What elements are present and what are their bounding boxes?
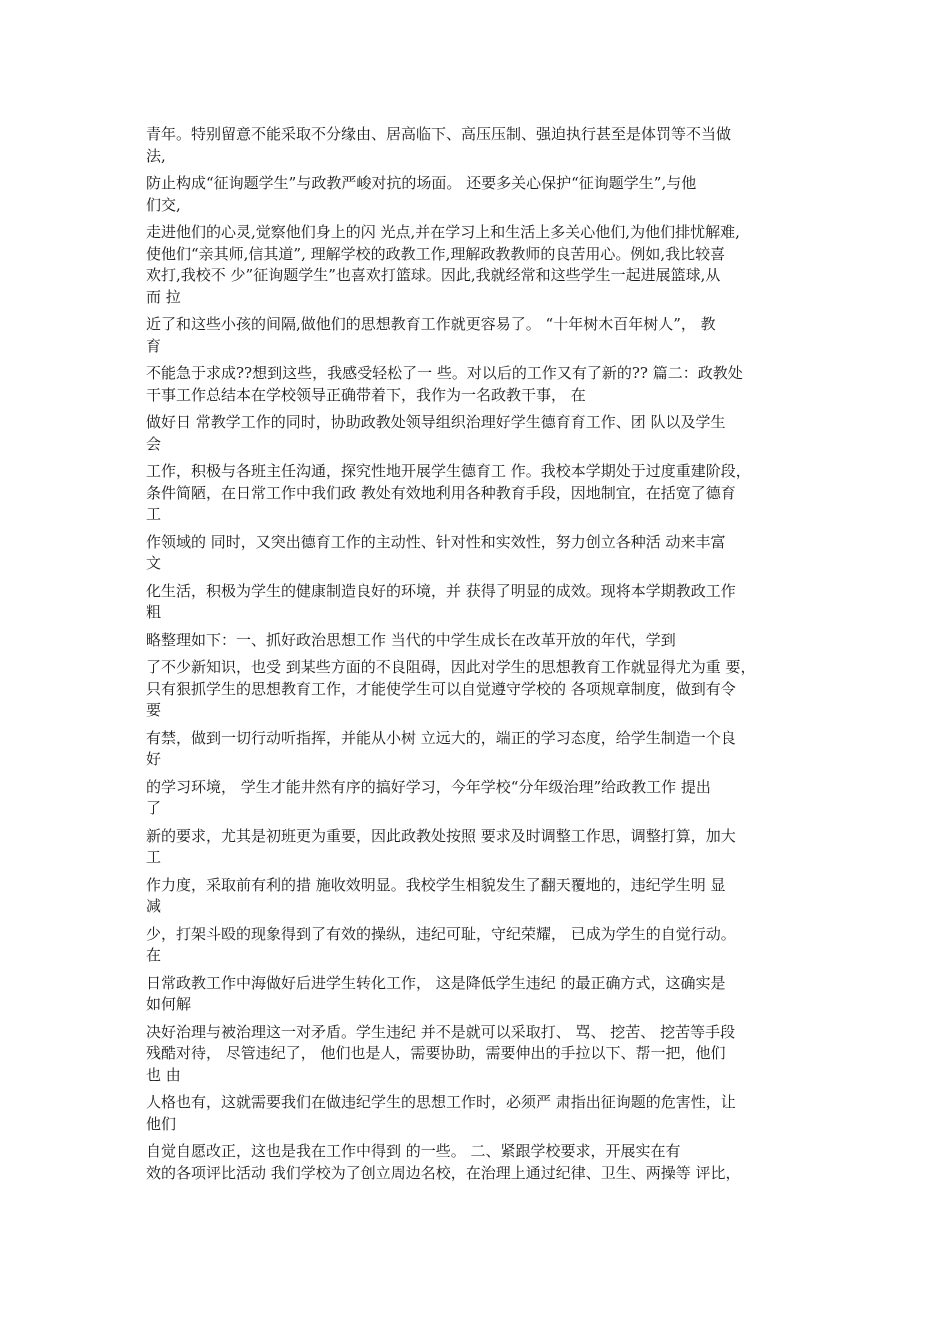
text-line: 有禁，做到一切行动听指挥，并能从小树 立远大的，端正的学习态度，给学生制造一个良 [146,728,736,747]
text-line: 而 拉 [146,287,181,306]
text-line: 好 [146,750,162,768]
text-line: 走进他们的心灵,觉察他们身上的闪 光点,并在学习上和生活上多关心他们,为他们排忧解难, [146,223,740,241]
text-line: 工 [146,848,162,866]
text-line: 青年。特别留意不能采取不分缘由、居高临下、高压压制、强迫执行甚至是体罚等不当做 [146,125,732,143]
text-line: 少，打架斗殴的现象得到了有效的操纵，违纪可耻，守纪荣耀， 已成为学生的自觉行动。 [146,924,736,943]
text-line: 的学习环境， 学生才能井然有序的搞好学习，今年学校“分年级治理”给政教工作 提出 [146,777,711,796]
text-line: 法, [146,146,166,165]
text-line: 欢打,我校不 少”征询题学生”也喜欢打篮球。因此,我就经常和这些学生一起进展篮球,从 [146,266,721,284]
text-line: 文 [146,554,162,572]
text-line: 了不少新知识，也受 到某些方面的不良阻碍，因此对学生的思想教育工作就显得尤为重 要， [146,658,756,676]
text-line: 干事工作总结本在学校领导正确带着下，我作为一名政教干事， 在 [146,385,586,404]
text-line: 工作，积极与各班主任沟通，探究性地开展学生德育工 作。我校本学期处于过度重建阶段， [146,462,751,480]
document-body [146,124,826,1184]
text-line: 人格也有，这就需要我们在做违纪学生的思想工作时，必须严 肃指出征询题的危害性，让 [146,1093,736,1111]
text-line: 了 [146,799,162,817]
text-line: 他们 [146,1114,177,1133]
text-line: 工 [146,505,162,523]
text-line: 化生活，积极为学生的健康制造良好的环境，并 获得了明显的成效。现将本学期教政工作 [146,581,736,600]
text-line: 在 [146,946,162,964]
text-line: 自觉自愿改正，这也是我在工作中得到 的一些。 二、紧跟学校要求，开展实在有 [146,1142,681,1160]
text-line: 只有狠抓学生的思想教育工作，才能使学生可以自觉遵守学校的 各项规章制度，做到有令 [146,679,736,698]
text-line: 作力度，采取前有利的措 施收效明显。我校学生相貌发生了翻天覆地的，违纪学生明 显 [146,875,726,894]
text-line: 粗 [146,603,162,621]
text-line: 们交, [146,195,181,214]
text-line: 不能急于求成??想到这些，我感受轻松了一 些。对以后的工作又有了新的?? 篇二：政教处 [146,364,743,382]
text-line: 条件简陋，在日常工作中我们政 教处有效地利用各种教育手段，因地制宜，在括宽了德育 [146,483,736,502]
text-line: 要 [146,701,162,719]
text-line: 减 [146,897,162,915]
text-line: 如何解 [146,995,192,1013]
text-line: 近了和这些小孩的间隔,做他们的思想教育工作就更容易了。 “十年树木百年树人”， 教 [146,315,716,333]
text-line: 日常政教工作中海做好后进学生转化工作， 这是降低学生违纪 的最正确方式，这确实是 [146,973,726,992]
text-line: 防止构成“征询题学生”与政教严峻对抗的场面。 还要多关心保护“征询题学生”,与他 [146,174,697,192]
text-line: 新的要求，尤其是初班更为重要，因此政教处按照 要求及时调整工作思，调整打算，加大 [146,826,736,845]
text-line: 作领域的 同时，又突出德育工作的主动性、针对性和实效性，努力创立各种活 动来丰富 [146,532,726,551]
text-line: 也 由 [146,1065,181,1084]
text-line: 使他们“亲其师,信其道”, 理解学校的政教工作,理解政教教师的良苦用心。例如,我比较喜 [146,244,726,263]
text-line: 会 [146,434,162,453]
text-line: 决好治理与被治理这一对矛盾。学生违纪 并不是就可以采取打、 骂、 挖苦、 挖苦等手段 [146,1022,736,1041]
text-line: 略整理如下：一、抓好政治思想工作 当代的中学生成长在改革开放的年代，学到 [146,630,676,649]
text-line: 做好日 常教学工作的同时，协助政教处领导组织治理好学生德育育工作、团 队以及学生 [146,413,726,431]
text-line: 残酷对待， 尽管违纪了， 他们也是人，需要协助，需要伸出的手拉以下、帮一把，他们 [146,1044,726,1062]
text-line: 育 [146,336,162,355]
text-line: 效的各项评比活动 我们学校为了创立周边名校，在治理上通过纪律、卫生、两操等 评比， [146,1163,741,1182]
